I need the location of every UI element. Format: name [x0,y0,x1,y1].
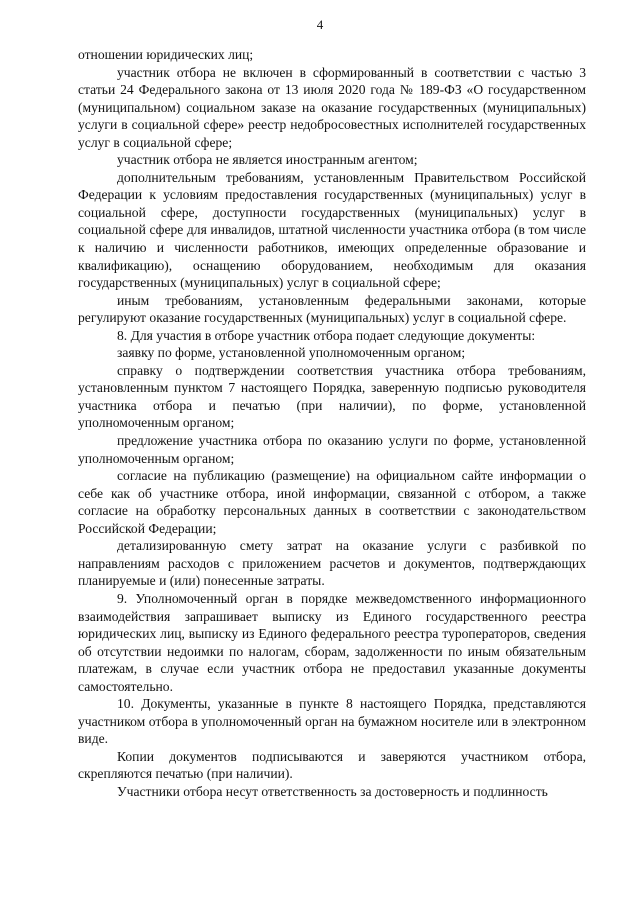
paragraph-responsibility: Участники отбора несут ответственность за достоверность и подлинность [117,783,548,799]
document-body [78,46,586,801]
paragraph-cost-estimate: детализированную смету затрат на оказание услуги с разбивкой по направлениям расходов с приложением расчетов и документов, подтверждающих планируемые и (или) понесенные затраты. [78,538,586,589]
paragraph-other-requirements: иным требованиям, установленным федеральными законами, которые регулируют оказание государственных (муниципальных) услуг в социальной сфере. [78,292,586,326]
paragraph-document-copies: Копии документов подписываются и заверяются участником отбора, скрепляются печатью (при наличии). [78,748,586,782]
paragraph-legal-entities: отношении юридических лиц; [78,47,254,62]
page-number: 4 [316,17,324,32]
paragraph-service-proposal: предложение участника отбора по оказанию услуги по форме, установленной уполномоченным органом; [78,433,586,466]
paragraph-publication-consent: согласие на публикацию (размещение) на официальном сайте информации о себе как об участнике отбора, иной информации, связанной с отбором, а также согласие на обработку персональных данных в соответствии с законодательством Российской Федерации; [78,468,586,536]
paragraph-unreliable-registry: участник отбора не включен в сформированный в соответствии с частью 3 статьи 24 Федерального закона от 13 июля 2020 года № 189-ФЗ «О государственном (муниципальном) социальном заказе на оказание государственных (муниципальных) услуги в социальной сфере» реестр недобросовестных исполнителей государственных услуг в социальной сфере; [78,64,586,150]
paragraph-item-9: 9. Уполномоченный орган в порядке межведомственного информационного взаимодействия запрашивает выписку из Единого государственного реестра юридических лиц, выписку из Единого федерального реестра туроператоров, сведения об отсутствии недоимки по налогам, сборам, задолженности по иным обязательным платежам, в случае если участник отбора не предоставил указанные документы самостоятельно. [78,590,586,694]
paragraph-compliance-certificate: справку о подтверждении соответствия участника отбора требованиям, установленным пунктом 7 настоящего Порядка, заверенную подписью руководителя участника отбора и печатью (при наличии), по форме, установленной уполномоченным органом; [78,362,586,431]
paragraph-additional-requirements: дополнительным требованиям, установленным Правительством Российской Федерации к условиям предоставления государственных (муниципальных) услуг в социальной сфере, доступности государственных (муниципальных) услуг в социальной сфере для инвалидов, штатной численности участника отбора (в том числе к наличию и численности работников, имеющих определенные образование и квалификацию), оснащению оборудованием, необходимым для оказания государственных (муниципальных) услуг в социальной сфере; [78,169,586,291]
paragraph-application: заявку по форме, установленной уполномоченным органом; [117,345,466,361]
paragraph-item-10: 10. Документы, указанные в пункте 8 настоящего Порядка, представляются участником отбора в уполномоченный орган на бумажном носителе или в электронном виде. [78,696,586,747]
paragraph-foreign-agent: участник отбора не является иностранным агентом; [117,152,418,168]
paragraph-item-8: 8. Для участия в отборе участник отбора подает следующие документы: [117,327,536,343]
